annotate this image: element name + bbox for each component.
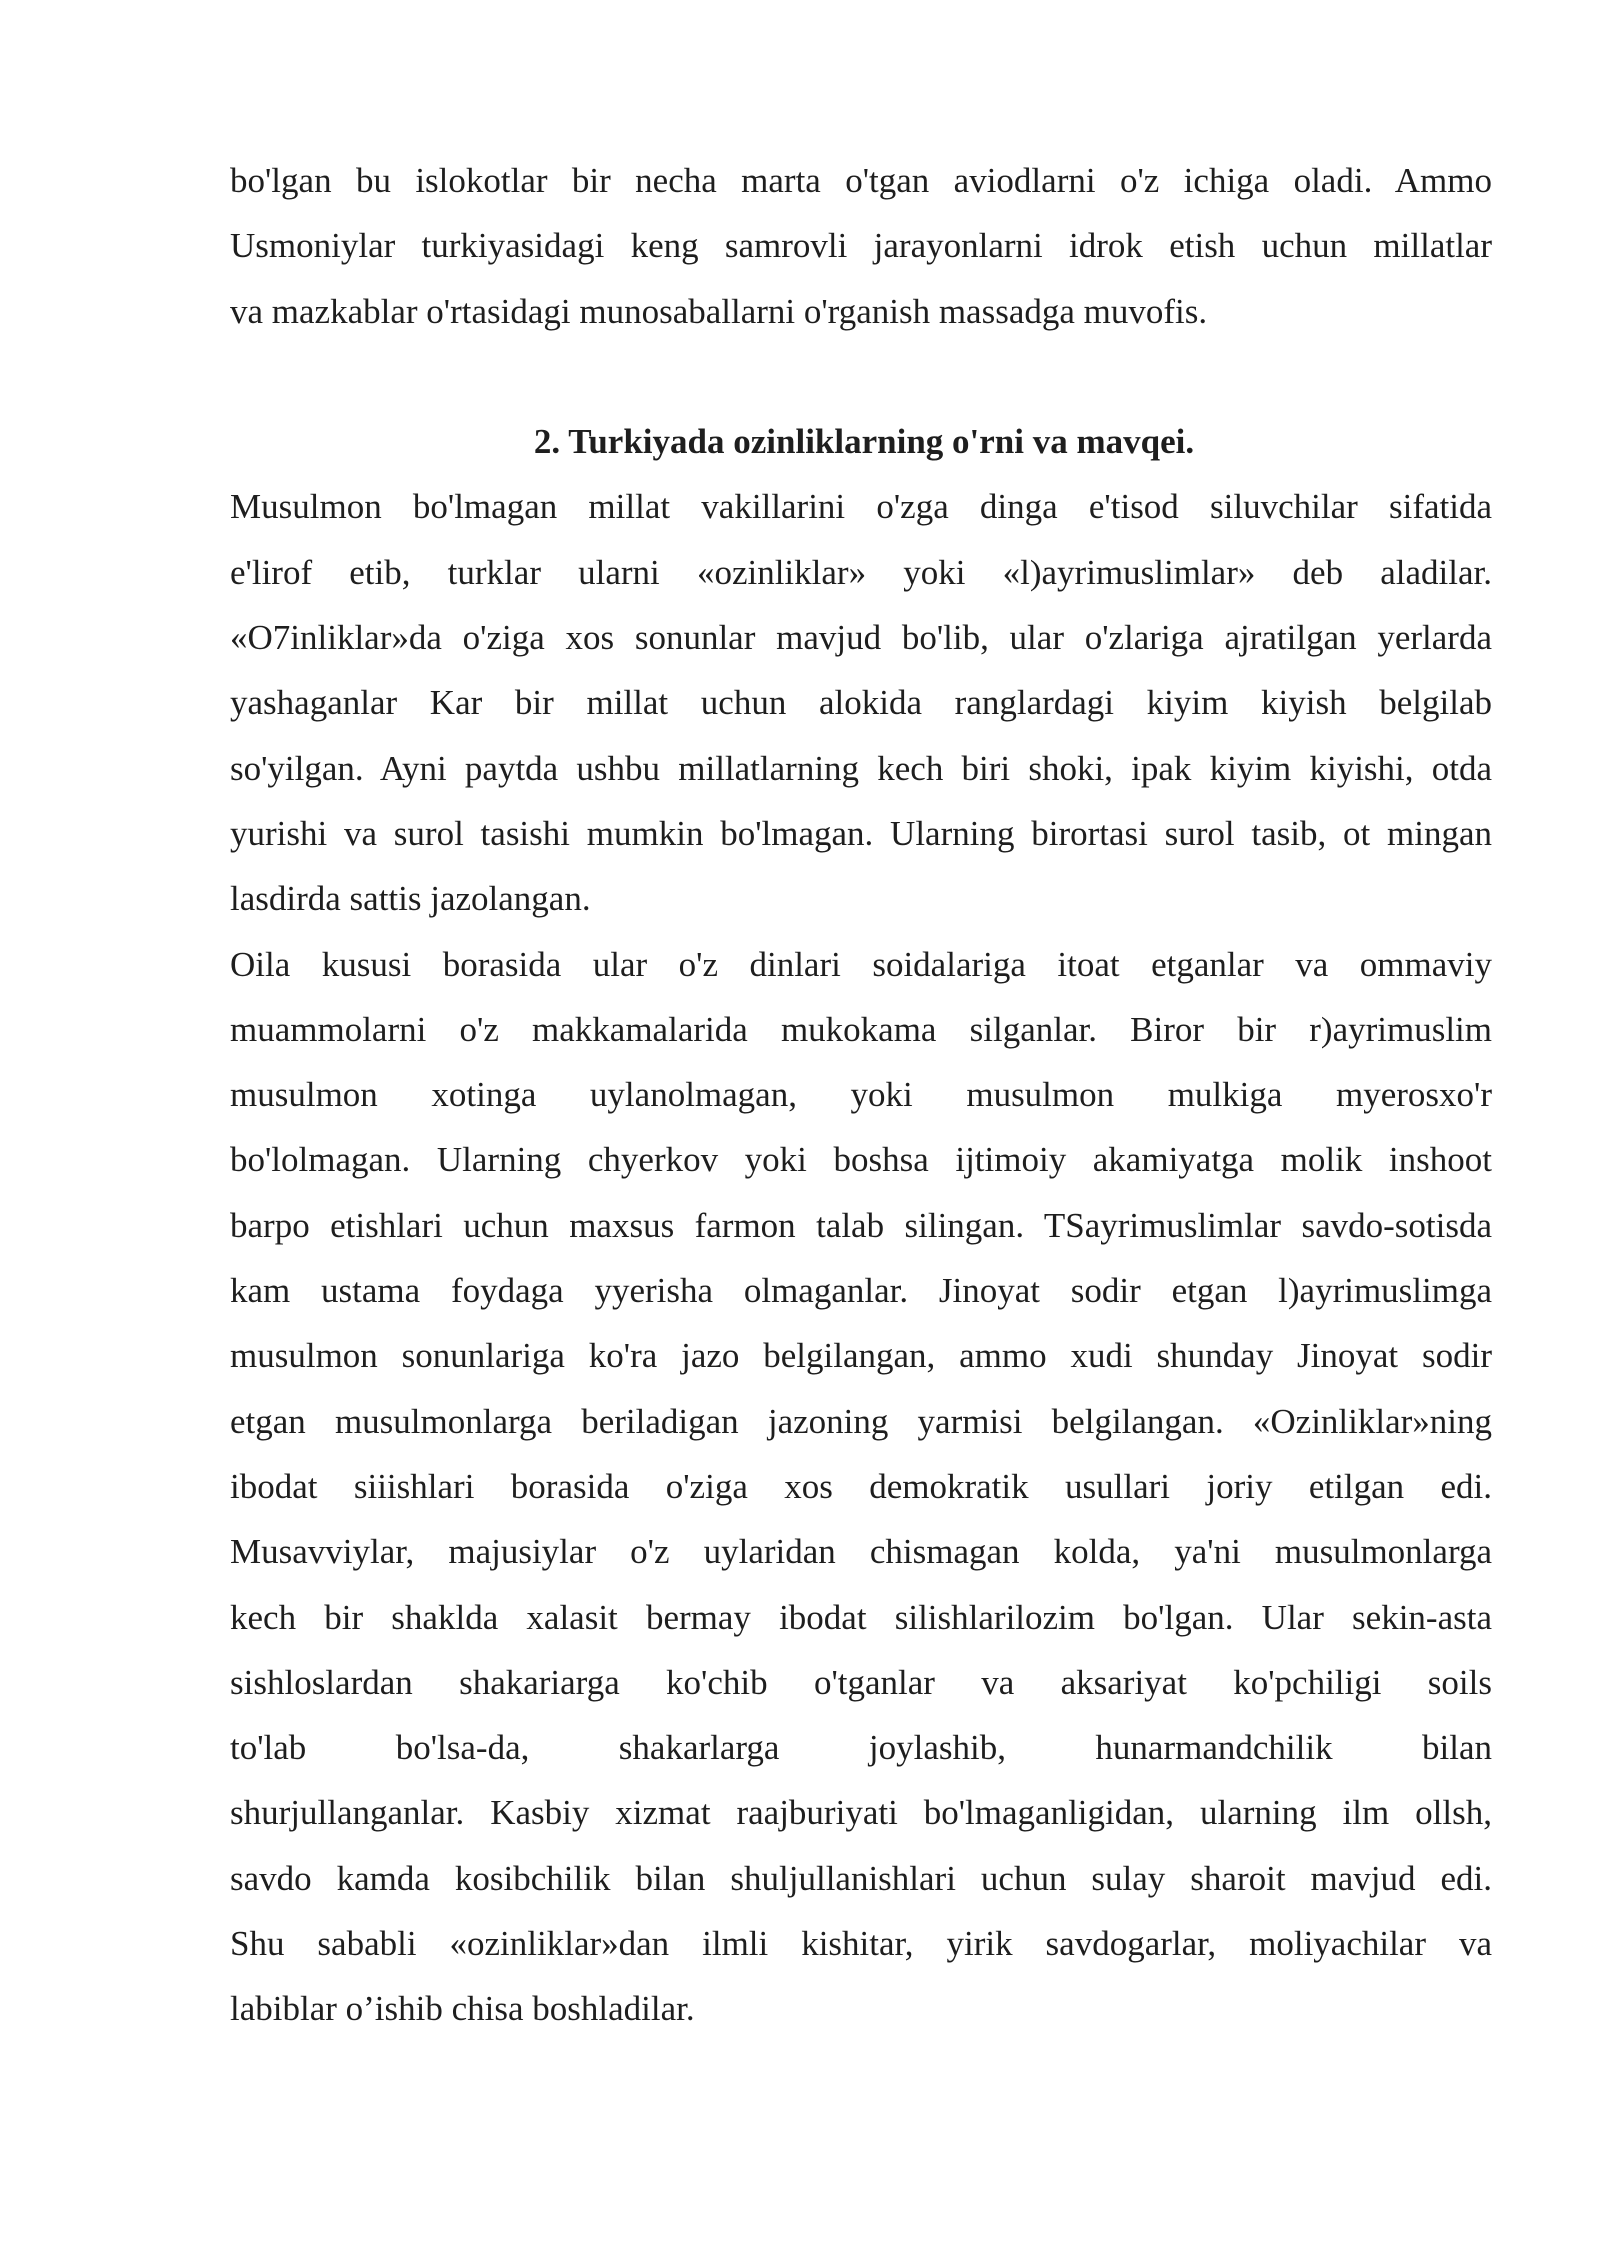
blank-line [230, 344, 1492, 409]
text-line: kam ustama foydaga yyerisha olmaganlar. Jinoyat sodir etgan l)ayrimuslimga [230, 1271, 1492, 1311]
text-line: sishloslardan shakariarga ko'chib o'tganlar va aksariyat ko'pchiligi soils [230, 1662, 1492, 1702]
text-line: Usmoniylar turkiyasidagi keng samrovli jarayonlarni idrok etish uchun millatlar [230, 226, 1492, 266]
text-line: barpo etishlari uchun maxsus farmon talab silingan. TSayrimuslimlar savdo-sotisda [230, 1205, 1492, 1245]
text-line: Musavviylar, majusiylar o'z uylaridan chismagan kolda, ya'ni musulmonlarga [230, 1532, 1492, 1572]
document-page [230, 148, 1492, 2042]
text-line: etgan musulmonlarga beriladigan jazoning yarmisi belgilangan. «Ozinliklar»ning [230, 1401, 1492, 1441]
text-line: kech bir shaklda xalasit bermay ibodat silishlarilozim bo'lgan. Ular sekin-asta [230, 1597, 1492, 1637]
text-line: savdo kamda kosibchilik bilan shuljullanishlari uchun sulay sharoit mavjud edi. [230, 1858, 1492, 1898]
text-line: musulmon sonunlariga ko'ra jazo belgilangan, ammo xudi shunday Jinoyat sodir [230, 1336, 1492, 1376]
section-heading: 2. Turkiyada ozinliklarning o'rni va mavqei. [533, 422, 1195, 462]
text-line: so'yilgan. Ayni paytda ushbu millatlarning kech biri shoki, ipak kiyim kiyishi, otda [230, 748, 1492, 788]
text-line: bo'lolmagan. Ularning chyerkov yoki boshsa ijtimoiy akamiyatga molik inshoot [230, 1140, 1492, 1180]
text-line: va mazkablar o'rtasidagi munosaballarni o'rganish massadga muvofis. [230, 291, 1208, 331]
text-line: yurishi va surol tasishi mumkin bo'lmagan. Ularning birortasi surol tasib, ot mingan [230, 813, 1492, 853]
text-line: yashaganlar Kar bir millat uchun alokida ranglardagi kiyim kiyish belgilab [230, 683, 1492, 723]
text-line: e'lirof etib, turklar ularni «ozinliklar» yoki «l)ayrimuslimlar» deb aladilar. [230, 552, 1492, 592]
text-line: ibodat siiishlari borasida o'ziga xos demokratik usullari joriy etilgan edi. [230, 1466, 1492, 1506]
text-line: «O7inliklar»da o'ziga xos sonunlar mavjud bo'lib, ular o'zlariga ajratilgan yerlarda [230, 618, 1492, 658]
text-line: Oila kususi borasida ular o'z dinlari soidalariga itoat etganlar va ommaviy [230, 944, 1492, 984]
paragraph-1 [230, 474, 1492, 931]
text-line: shurjullanganlar. Kasbiy xizmat raajburiyati bo'lmaganligidan, ularning ilm ollsh, [230, 1793, 1492, 1833]
text-line: labiblar o’ishib chisa boshladilar. [230, 1989, 695, 2029]
text-line: Shu sababli «ozinliklar»dan ilmli kishitar, yirik savdogarlar, moliyachilar va [230, 1924, 1492, 1964]
text-line: muammolarni o'z makkamalarida mukokama silganlar. Biror bir r)ayrimuslim [230, 1009, 1492, 1049]
text-line: to'lab bo'lsa-da, shakarlarga joylashib, hunarmandchilik bilan [230, 1728, 1492, 1768]
paragraph-2 [230, 932, 1492, 2042]
text-line: bo'lgan bu islokotlar bir necha marta o'tgan aviodlarni o'z ichiga oladi. Ammo [230, 161, 1492, 200]
intro-paragraph [230, 148, 1492, 344]
text-line: lasdirda sattis jazolangan. [230, 879, 591, 919]
text-line: Musulmon bo'lmagan millat vakillarini o'zga dinga e'tisod siluvchilar sifatida [230, 487, 1492, 527]
text-line: musulmon xotinga uylanolmagan, yoki musulmon mulkiga myerosxo'r [230, 1075, 1492, 1115]
